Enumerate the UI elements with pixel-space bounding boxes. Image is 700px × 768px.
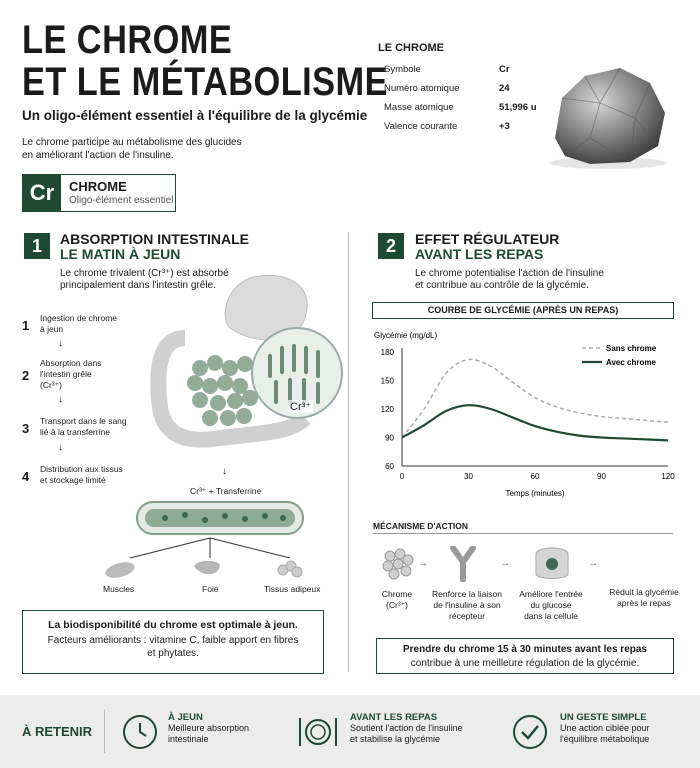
arrow-right-icon: → — [588, 558, 598, 569]
section2-subtitle: AVANT LES REPAS — [415, 246, 544, 262]
mechanism-line: Renforce la liaison — [432, 589, 502, 599]
mechanism-line: Chrome (Cr³⁺) — [381, 589, 413, 610]
mechanism-step — [372, 589, 422, 611]
info-table — [384, 60, 544, 136]
step-text — [40, 358, 101, 391]
bio-title: La biodisponibilité du chrome est optimale à jeun. — [48, 619, 298, 631]
arrow-down-icon: ↓ — [58, 394, 63, 405]
subtitle: Un oligo-élément essentiel à l'équilibre de la glycémie — [22, 108, 368, 123]
x-tick-label: 90 — [597, 472, 606, 481]
organ-label-liver: Foie — [202, 584, 219, 594]
title-line-2: ET LE MÉTABOLISME — [22, 60, 388, 104]
adipose-tissue-icon — [275, 558, 305, 580]
arrow-right-icon: → — [418, 558, 428, 569]
chart-box-title: COURBE DE GLYCÉMIE (APRÈS UN REPAS) — [372, 302, 674, 319]
info-label: Valence courante — [384, 121, 458, 132]
mechanism-line: du glucose — [530, 600, 572, 610]
clock-icon — [122, 714, 158, 750]
tip-bold: Prendre du chrome 15 à 30 minutes avant les repas — [403, 644, 647, 655]
mechanism-title: MÉCANISME D'ACTION — [373, 521, 469, 531]
y-tick-label: 120 — [380, 405, 394, 414]
tip-box — [376, 638, 674, 674]
bioavailability-box — [22, 610, 324, 674]
muscle-icon — [103, 560, 137, 580]
section2-title: EFFET RÉGULATEUR — [415, 231, 560, 247]
step-line: Distribution aux tissus — [40, 464, 123, 474]
step-line: Ingestion de chrome — [40, 313, 118, 323]
bio-line-1: Facteurs améliorants : vitamine C, faible apport en fibres — [47, 635, 299, 646]
footer-item — [350, 712, 463, 745]
footer-label: À RETENIR — [22, 724, 93, 739]
step-line: l'intestin grêle — [40, 369, 92, 379]
mechanism-line: de l'insuline à son — [433, 600, 501, 610]
section2-number: 2 — [378, 233, 404, 259]
zoom-label: Cr³⁺ — [290, 401, 312, 413]
x-tick-label: 30 — [464, 472, 473, 481]
intro-line-1: Le chrome participe au métabolisme des glucides — [22, 137, 242, 148]
info-value: Cr — [499, 64, 510, 75]
section1-title: ABSORPTION INTESTINALE — [60, 231, 250, 247]
step-line: à jeun — [40, 324, 64, 334]
glycemia-chart — [360, 322, 680, 512]
element-card — [22, 174, 176, 212]
x-axis-label: Temps (minutes) — [505, 489, 565, 498]
step-line: Transport dans le sang — [40, 416, 127, 426]
tip-text: contribue à une meilleure régulation de la glycémie. — [410, 658, 640, 669]
mechanism-step — [606, 587, 682, 609]
vessel-label: Cr³⁺ + Transferrine — [190, 486, 262, 496]
step-text — [40, 464, 123, 486]
blood-vessel-illustration — [135, 498, 305, 538]
footer-item-line: l'équilibre métabolique — [560, 734, 650, 744]
footer-takeaways — [0, 695, 700, 768]
step-line: et stockage limité — [40, 475, 106, 485]
element-symbol: Cr — [23, 175, 61, 211]
organ-label-adipose: Tissus adipeux — [264, 584, 321, 594]
chromium-atoms-icon — [380, 546, 414, 580]
arrow-down-icon: ↓ — [58, 442, 63, 453]
mechanism-line: dans la cellule — [524, 611, 578, 621]
chromium-rock-image — [540, 58, 675, 173]
section2-desc-2: et contribue au contrôle de la glycémie. — [415, 280, 589, 291]
plate-cutlery-icon — [296, 714, 340, 750]
mechanism-step — [514, 589, 588, 622]
info-label: Symbole — [384, 64, 421, 75]
section1-subtitle: LE MATIN À JEUN — [60, 246, 181, 262]
step-number: 3 — [22, 421, 30, 436]
y-tick-label: 90 — [385, 433, 394, 443]
x-tick-label: 120 — [661, 472, 675, 481]
step-number: 4 — [22, 469, 30, 484]
section1-number: 1 — [24, 233, 50, 259]
step-line: lié à la transferrine — [40, 427, 110, 437]
footer-item — [168, 712, 249, 745]
footer-item-title: UN GESTE SIMPLE — [560, 712, 647, 723]
step-line: (Cr³⁺) — [40, 380, 62, 390]
arrow-down-icon: ↓ — [222, 466, 227, 477]
arrow-right-icon: → — [500, 558, 510, 569]
mechanism-line: Réduit la glycémie — [609, 587, 679, 597]
footer-item-line: Une action ciblée pour — [560, 723, 650, 733]
section1-desc-1: Le chrome trivalent (Cr³⁺) est absorbé — [60, 268, 229, 279]
footer-item-title: À JEUN — [168, 712, 203, 723]
info-heading: LE CHROME — [378, 42, 444, 54]
x-tick-label: 0 — [399, 472, 405, 481]
y-axis-label: Glycémie (mg/dL) — [374, 331, 438, 340]
footer-item — [560, 712, 650, 745]
step-number: 1 — [22, 318, 30, 333]
footer-divider — [104, 709, 105, 753]
mechanism-line: après le repas — [617, 598, 671, 608]
element-type: Oligo-élément essentiel — [69, 195, 174, 206]
mechanism-line: récepteur — [449, 611, 485, 621]
arrow-down-icon: ↓ — [58, 338, 63, 349]
step-number: 2 — [22, 368, 30, 383]
mechanism-step — [430, 589, 504, 622]
bio-line-2: et phytates. — [147, 648, 199, 659]
organ-label-muscles: Muscles — [103, 584, 135, 594]
step-text — [40, 416, 127, 438]
cell-icon — [532, 544, 572, 582]
y-tick-label: 60 — [385, 462, 394, 471]
title-line-1: LE CHROME — [22, 18, 233, 62]
mechanism-line: Améliore l'entrée — [519, 589, 583, 599]
footer-item-line: Meilleure absorption — [168, 723, 250, 733]
section2-desc-1: Le chrome potentialise l'action de l'insuline — [415, 268, 604, 279]
footer-item-line: Soutient l'action de l'insuline — [350, 723, 463, 733]
section1-desc-2: principalement dans l'intestin grêle. — [60, 280, 216, 291]
y-tick-label: 180 — [380, 348, 394, 357]
liver-icon — [192, 558, 222, 580]
info-value: 24 — [499, 83, 510, 94]
element-name: CHROME — [69, 179, 127, 194]
legend-label: Avec chrome — [606, 358, 656, 367]
footer-item-line: et stabilise la glycémie — [350, 734, 441, 744]
series-line-avec-chrome — [402, 405, 668, 440]
footer-item-title: AVANT LES REPAS — [350, 712, 438, 723]
step-text — [40, 313, 117, 335]
info-label: Numéro atomique — [384, 83, 460, 94]
info-value: 51,996 u — [499, 102, 537, 113]
legend-label: Sans chrome — [606, 344, 657, 353]
step-line: Absorption dans — [40, 358, 102, 368]
checkmark-icon — [512, 714, 548, 750]
info-value: +3 — [499, 121, 510, 132]
y-tick-label: 150 — [380, 376, 394, 386]
info-label: Masse atomique — [384, 102, 454, 113]
insulin-receptor-icon — [448, 546, 478, 582]
intro-line-2: en améliorant l'action de l'insuline. — [22, 150, 174, 161]
mechanism-rule — [373, 533, 673, 534]
x-tick-label: 60 — [530, 472, 540, 481]
footer-item-line: intestinale — [168, 734, 209, 744]
